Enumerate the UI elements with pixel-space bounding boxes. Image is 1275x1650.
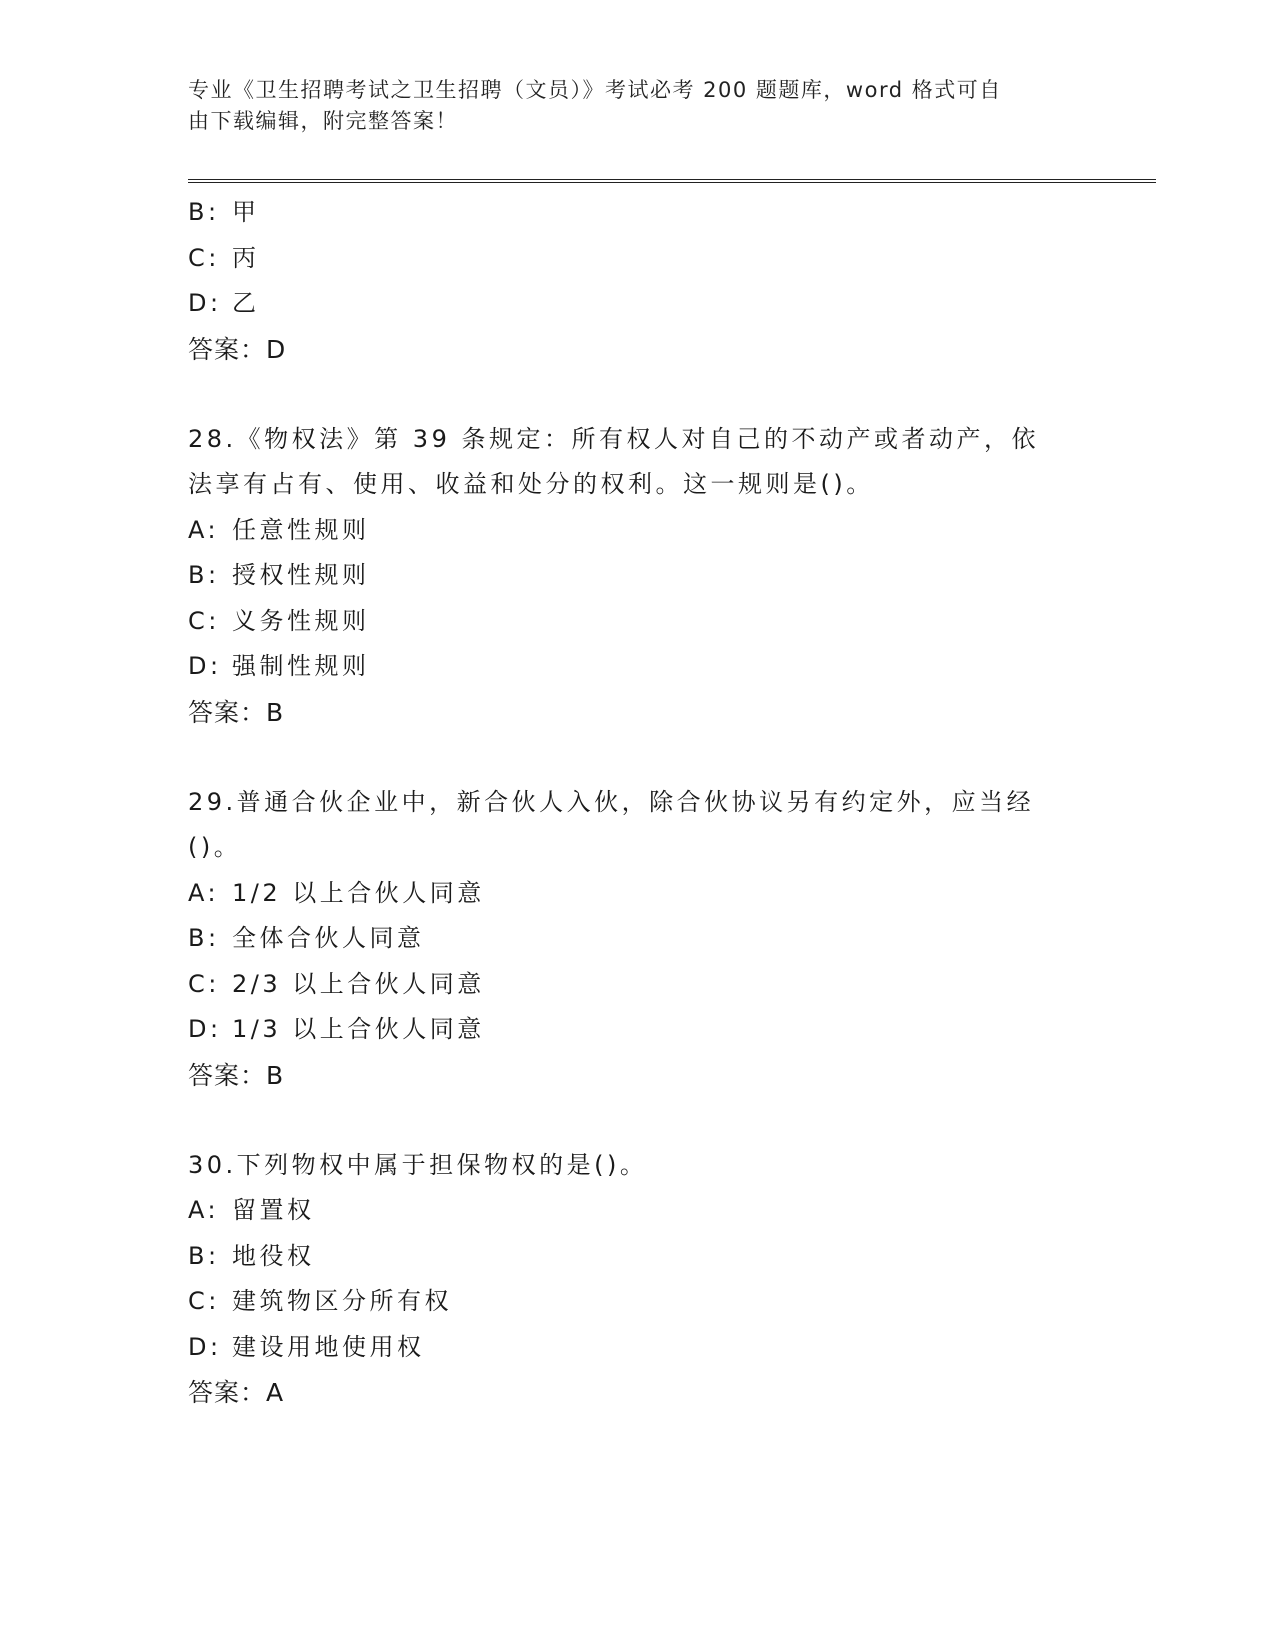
option-c xyxy=(188,1279,1088,1325)
answer-value: B xyxy=(266,697,285,727)
answer-label: 答案： xyxy=(188,1060,267,1090)
option-b xyxy=(188,553,1088,599)
question-stem-line-2: 法享有占有、使用、收益和处分的权利。这一规则是()。 xyxy=(188,470,874,498)
option-d xyxy=(188,281,1088,327)
answer-line xyxy=(188,327,1088,373)
option-a xyxy=(188,871,1088,917)
option-key: B: xyxy=(188,924,220,952)
header-line-1: 专业《卫生招聘考试之卫生招聘（文员）》考试必考 200 题题库，word 格式可自 xyxy=(188,78,1002,102)
answer-line xyxy=(188,690,1088,736)
option-b xyxy=(188,1234,1088,1280)
option-key: A: xyxy=(188,878,220,907)
option-key: A: xyxy=(188,1196,220,1224)
question-29 xyxy=(188,780,1088,1099)
option-text: 乙 xyxy=(232,289,260,317)
option-key: D: xyxy=(188,1015,222,1043)
option-b xyxy=(188,190,1088,236)
question-stem-line-2: ()。 xyxy=(188,833,242,861)
document-header xyxy=(188,75,1088,137)
option-d xyxy=(188,1007,1088,1053)
answer-label: 答案： xyxy=(188,334,267,364)
option-c xyxy=(188,236,1088,282)
option-key: C: xyxy=(188,1287,220,1315)
option-key: B: xyxy=(188,561,220,589)
question-27-continued xyxy=(188,190,1088,373)
option-text: 甲 xyxy=(232,198,260,226)
question-stem-line-1: 28.《物权法》第 39 条规定：所有权人对自己的不动产或者动产，依 xyxy=(188,424,1039,453)
answer-label: 答案： xyxy=(188,1378,267,1407)
option-text: 留置权 xyxy=(232,1196,315,1224)
option-key: C: xyxy=(188,969,220,998)
answer-value: D xyxy=(266,334,287,364)
option-key: B: xyxy=(188,198,220,226)
question-stem-line-1: 29.普通合伙企业中，新合伙人入伙，除合伙协议另有约定外，应当经 xyxy=(188,787,1035,816)
option-text: 地役权 xyxy=(232,1241,315,1270)
answer-line xyxy=(188,1053,1088,1099)
option-text: 1/2 以上合伙人同意 xyxy=(232,878,485,907)
option-key: B: xyxy=(188,1241,220,1270)
option-text: 授权性规则 xyxy=(232,561,370,589)
question-list xyxy=(188,190,1088,1416)
option-d xyxy=(188,644,1088,690)
option-text: 1/3 以上合伙人同意 xyxy=(232,1015,485,1043)
option-d xyxy=(188,1325,1088,1371)
option-text: 丙 xyxy=(232,243,260,272)
option-key: D: xyxy=(188,289,222,317)
option-key: D: xyxy=(188,1332,222,1361)
answer-label: 答案： xyxy=(188,697,267,727)
option-text: 2/3 以上合伙人同意 xyxy=(232,969,485,998)
option-text: 任意性规则 xyxy=(232,515,370,544)
option-key: A: xyxy=(188,515,220,544)
option-key: D: xyxy=(188,652,222,680)
option-key: C: xyxy=(188,606,220,635)
answer-value: A xyxy=(266,1378,285,1407)
header-divider xyxy=(188,179,1156,183)
option-key: C: xyxy=(188,243,220,272)
question-28 xyxy=(188,417,1088,736)
option-c xyxy=(188,962,1088,1008)
answer-line xyxy=(188,1370,1088,1416)
option-a xyxy=(188,1188,1088,1234)
answer-value: B xyxy=(266,1060,285,1090)
question-stem-line-1: 30.下列物权中属于担保物权的是()。 xyxy=(188,1150,648,1179)
option-a xyxy=(188,508,1088,554)
option-text: 义务性规则 xyxy=(232,606,370,635)
option-c xyxy=(188,599,1088,645)
option-text: 全体合伙人同意 xyxy=(232,924,425,952)
option-text: 强制性规则 xyxy=(232,652,370,680)
question-30 xyxy=(188,1143,1088,1417)
option-b xyxy=(188,916,1088,962)
option-text: 建筑物区分所有权 xyxy=(232,1287,452,1315)
header-line-2: 由下载编辑，附完整答案！ xyxy=(188,109,458,133)
option-text: 建设用地使用权 xyxy=(232,1332,425,1361)
